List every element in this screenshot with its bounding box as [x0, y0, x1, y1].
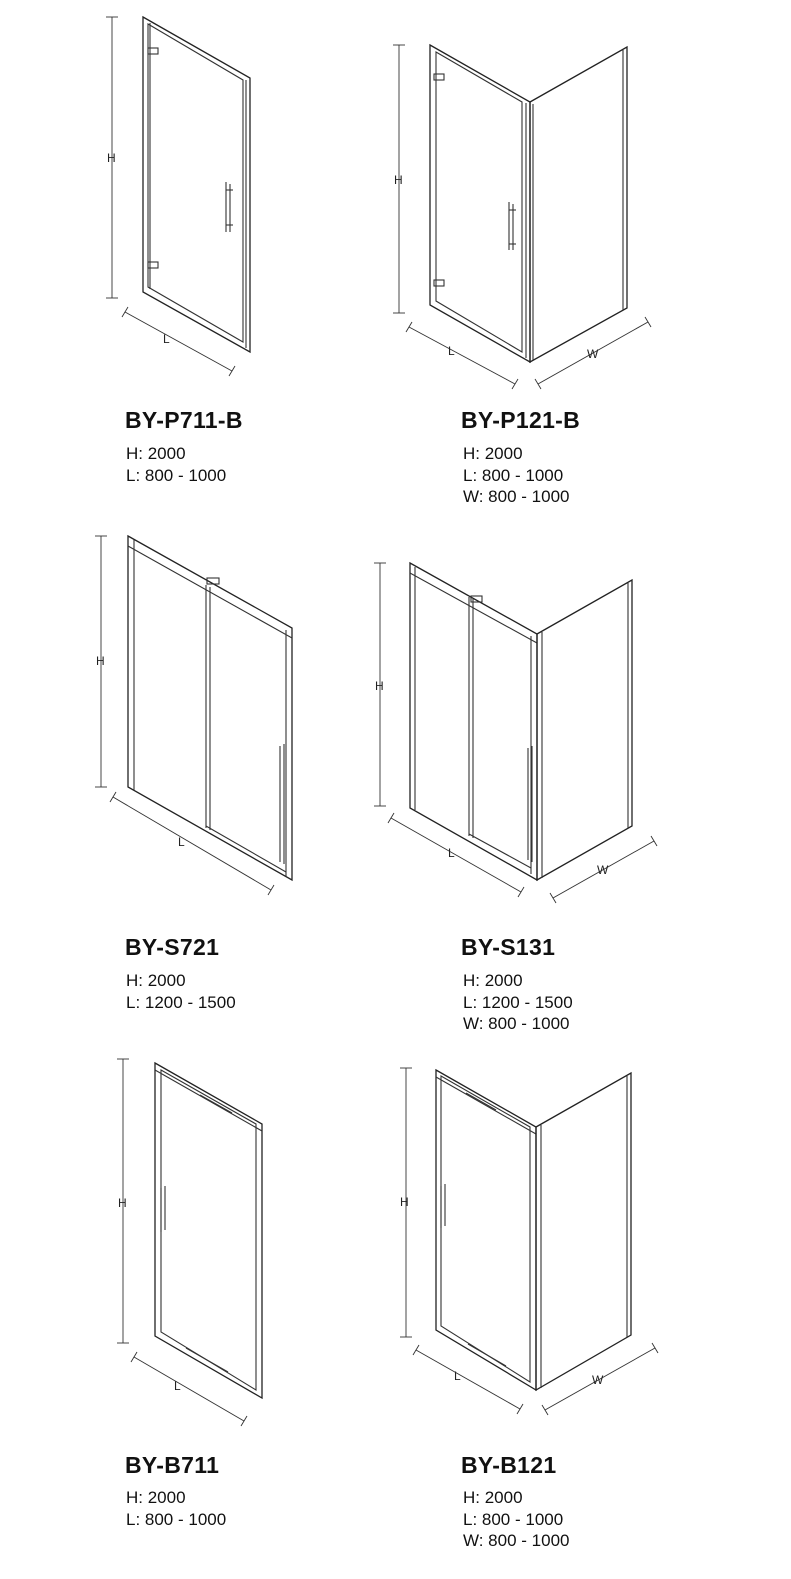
drawing-by-b121	[400, 1068, 658, 1415]
drawing-by-b711	[117, 1059, 262, 1426]
dim-h-label: H	[400, 1195, 409, 1209]
dim-l-label: L	[178, 835, 185, 849]
dim-w-label: W	[587, 347, 599, 361]
spec-list	[126, 1487, 226, 1530]
spec-width: W: 800 - 1000	[463, 1531, 570, 1550]
dim-l-label: L	[174, 1379, 181, 1393]
drawing-by-s721	[95, 536, 292, 895]
dim-h-label: H	[394, 173, 403, 187]
spec-width: W: 800 - 1000	[463, 487, 570, 506]
dim-h-label: H	[107, 151, 116, 165]
dim-l-label: L	[163, 332, 170, 346]
dim-w-label: W	[592, 1373, 604, 1387]
spec-list	[126, 970, 236, 1013]
model-name: BY-S131	[461, 934, 556, 960]
model-name: BY-S721	[125, 934, 220, 960]
model-name: BY-B711	[125, 1452, 220, 1478]
dim-h-label: H	[375, 679, 384, 693]
dim-l-label: L	[454, 1369, 461, 1383]
spec-width: W: 800 - 1000	[463, 1014, 570, 1033]
spec-list	[463, 1487, 569, 1552]
dim-h-label: H	[118, 1196, 127, 1210]
spec-list	[126, 443, 226, 486]
model-name: BY-P711-B	[125, 407, 243, 433]
spec-height: H: 2000	[463, 971, 523, 990]
spec-height: H: 2000	[463, 1488, 523, 1507]
spec-length: L: 800 - 1000	[126, 465, 227, 485]
spec-height: H: 2000	[463, 444, 523, 463]
spec-length: L: 800 - 1000	[126, 1509, 227, 1529]
spec-list	[463, 443, 569, 508]
drawing-by-p711-b	[106, 17, 250, 376]
spec-length: L: 1200 - 1500	[126, 992, 236, 1012]
model-name: BY-P121-B	[461, 407, 581, 433]
spec-height: H: 2000	[126, 971, 186, 990]
dim-h-label: H	[96, 654, 105, 668]
spec-list	[463, 970, 573, 1035]
drawing-by-p121-b	[393, 45, 651, 389]
dim-l-label: L	[448, 344, 455, 358]
spec-height: H: 2000	[126, 1488, 186, 1507]
spec-length: L: 1200 - 1500	[463, 992, 573, 1012]
drawing-by-s131	[374, 563, 657, 903]
spec-height: H: 2000	[126, 444, 186, 463]
spec-length: L: 800 - 1000	[463, 465, 564, 485]
dim-l-label: L	[448, 846, 455, 860]
model-name: BY-B121	[461, 1452, 557, 1478]
dim-w-label: W	[597, 863, 609, 877]
spec-length: L: 800 - 1000	[463, 1509, 564, 1529]
